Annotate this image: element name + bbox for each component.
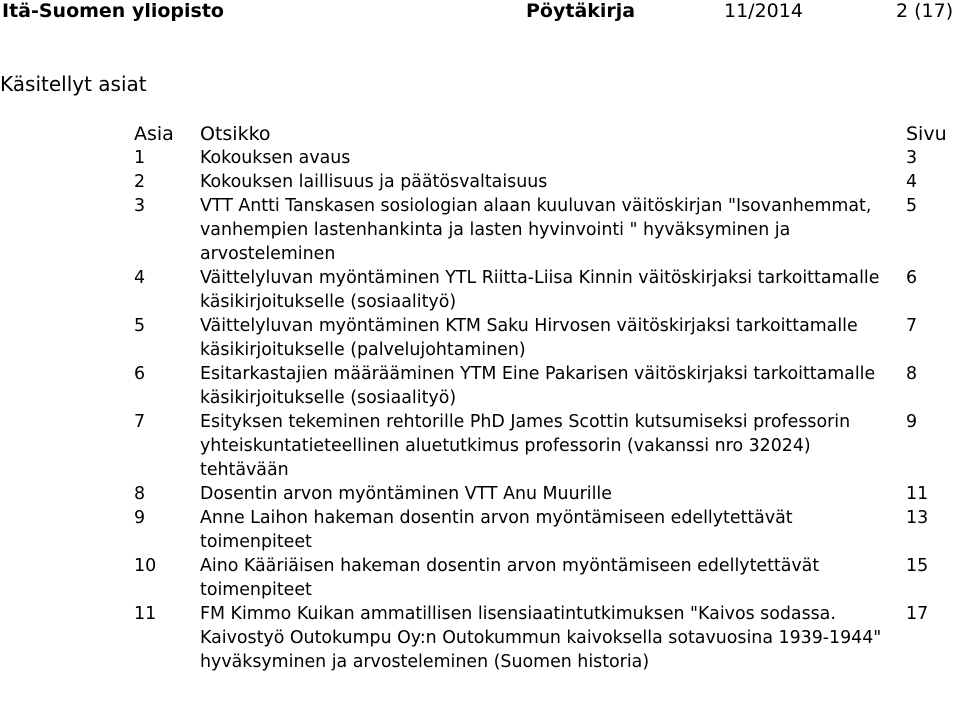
column-header-number: Asia	[134, 123, 174, 145]
item-page: 3	[906, 148, 918, 168]
item-number: 10	[134, 556, 157, 576]
item-number: 3	[134, 196, 146, 216]
agenda-row	[0, 194, 960, 266]
item-page: 15	[906, 556, 929, 576]
column-header-page: Sivu	[906, 123, 947, 145]
item-page: 11	[906, 484, 929, 504]
agenda-header-row	[0, 122, 960, 146]
item-number: 6	[134, 364, 146, 384]
item-page: 9	[906, 412, 918, 432]
item-page: 13	[906, 508, 929, 528]
item-number: 7	[134, 412, 146, 432]
item-number: 1	[134, 148, 146, 168]
agenda-table	[0, 122, 960, 674]
agenda-row	[0, 506, 960, 554]
meeting-number: 11/2014	[724, 0, 803, 22]
item-title: Väittelyluvan myöntäminen YTL Riitta-Liisa Kinnin väitöskirjaksi tarkoittamalle käsikirjoitukselle (sosiaalityö)	[200, 268, 880, 312]
section-title: Käsitellyt asiat	[0, 72, 147, 96]
item-page: 8	[906, 364, 918, 384]
item-page: 6	[906, 268, 918, 288]
item-number: 11	[134, 604, 157, 624]
page-indicator: 2 (17)	[896, 0, 954, 22]
item-number: 4	[134, 268, 146, 288]
document-type: Pöytäkirja	[526, 0, 636, 22]
item-number: 9	[134, 508, 146, 528]
agenda-row	[0, 266, 960, 314]
item-title: Esityksen tekeminen rehtorille PhD James Scottin kutsumiseksi professorin yhteiskuntatieteellinen aluetutkimus professorin (vakanssi nro 32024) tehtävään	[200, 412, 851, 480]
item-title: FM Kimmo Kuikan ammatillisen lisensiaatintutkimuksen "Kaivos sodassa. Kaivostyö Outokumpu Oy:n Outokummun kaivoksella sotavuosina 1939-1944" hyväksyminen ja arvosteleminen (Suomen historia)	[200, 604, 882, 672]
item-page: 5	[906, 196, 918, 216]
item-title: Dosentin arvon myöntäminen VTT Anu Muurille	[200, 484, 612, 504]
agenda-row	[0, 170, 960, 194]
item-number: 2	[134, 172, 146, 192]
page-header	[0, 0, 960, 28]
organization-name: Itä-Suomen yliopisto	[2, 0, 224, 22]
column-header-title: Otsikko	[200, 123, 271, 145]
agenda-row	[0, 314, 960, 362]
agenda-row	[0, 362, 960, 410]
item-title: VTT Antti Tanskasen sosiologian alaan kuuluvan väitöskirjan "Isovanhemmat, vanhempien lastenhankinta ja lasten hyvinvointi " hyväksyminen ja arvosteleminen	[200, 196, 872, 264]
item-page: 7	[906, 316, 918, 336]
item-title: Aino Kääriäisen hakeman dosentin arvon myöntämiseen edellytettävät toimenpiteet	[200, 556, 820, 600]
agenda-row	[0, 602, 960, 674]
item-number: 8	[134, 484, 146, 504]
item-title: Kokouksen laillisuus ja päätösvaltaisuus	[200, 172, 548, 192]
item-page: 17	[906, 604, 929, 624]
agenda-row	[0, 482, 960, 506]
agenda-row	[0, 554, 960, 602]
item-title: Kokouksen avaus	[200, 148, 351, 168]
item-page: 4	[906, 172, 918, 192]
item-title: Väittelyluvan myöntäminen KTM Saku Hirvosen väitöskirjaksi tarkoittamalle käsikirjoitukselle (palvelujohtaminen)	[200, 316, 858, 360]
agenda-row	[0, 410, 960, 482]
item-title: Esitarkastajien määrääminen YTM Eine Pakarisen väitöskirjaksi tarkoittamalle käsikirjoitukselle (sosiaalityö)	[200, 364, 876, 408]
agenda-row	[0, 146, 960, 170]
item-title: Anne Laihon hakeman dosentin arvon myöntämiseen edellytettävät toimenpiteet	[200, 508, 793, 552]
item-number: 5	[134, 316, 146, 336]
